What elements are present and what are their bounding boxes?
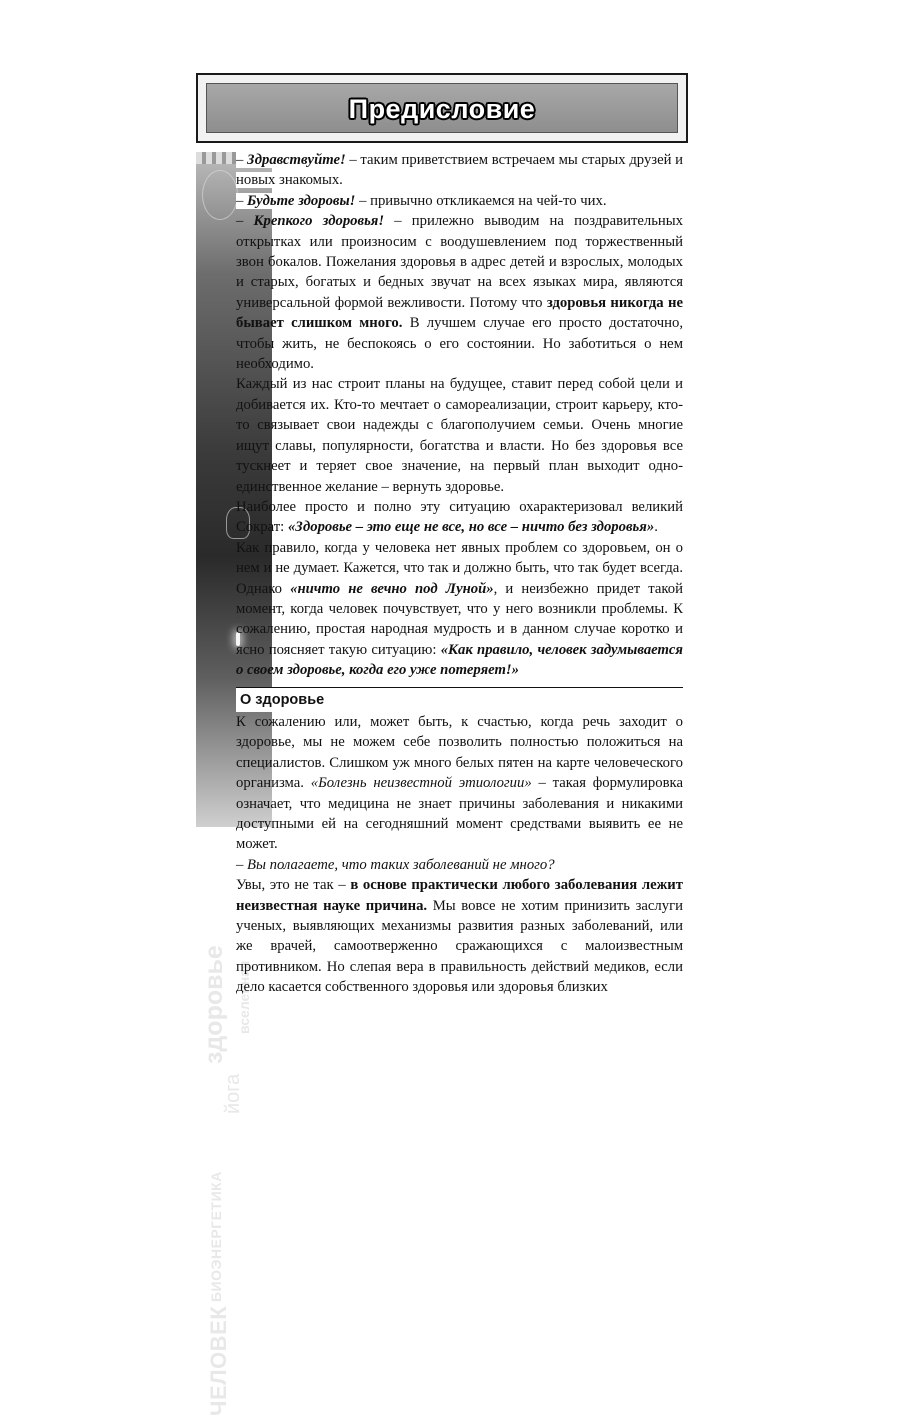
paragraph-question: – Вы полагаете, что таких заболеваний не много? (236, 856, 555, 873)
sidebar-word-yoga: йога (222, 1073, 244, 1114)
moon-quote: «ничто не вечно под Луной» (290, 580, 494, 597)
sidebar-word-universe: вселенная (236, 960, 252, 1034)
paragraph-wishes: – Крепкого здоровья! – прилежно выводим на поздравительных открытках или произносим с воодушевлением под торжественный звон бокалов. Пожелания здоровья в адрес детей и взрослых, молодых и старых, богатых и бедных звучат на всех языках мира, являются универсальной формой вежливости. Потому что здоровья никогда не бывает слишком много. В лучшем случае его просто достаточно, чтобы жить, не беспокоясь о его состоянии. Но заботиться о нем необходимо. (236, 213, 683, 373)
folk-quote: «Как правило, человек задумывается о своем здоровье, когда его уже потеряет!» (236, 641, 683, 679)
emphasis-cause: в основе практически любого заболевания лежит неизвестная науке причина. (236, 877, 683, 914)
socrates-quote: «Здоровье – это еще не все, но все – ничто без здоровья» (287, 519, 655, 536)
sidebar-word-human: ЧЕЛОВЕК (206, 1305, 231, 1416)
sidebar-word-health: здоровье (200, 945, 228, 1064)
header-banner (206, 83, 678, 133)
paragraph-specialists: К сожалению или, может быть, к счастью, когда речь заходит о здоровье, мы не можем себе позволить полностью положиться на специалистов. Слишком уж много белых пятен на карте человеческого организма. «Болезнь неизвестной этиологии» – такая формулировка означает, что медицина не знает причины заболевания и никакими доступными ей на сегодняшний момент средствами выявить ее не может. (236, 713, 683, 853)
paragraph-socrates: Наиболее просто и полно эту ситуацию охарактеризовал великий Сократ: «Здоровье – это еще не все, но все – ничто без здоровья». (236, 498, 683, 536)
etiology-quote: «Болезнь неизвестной этиологии» (310, 775, 532, 792)
page-title: Предисловие (348, 94, 536, 124)
question-phrase: Вы полагаете, что таких заболеваний не много? (247, 856, 555, 873)
section-heading: О здоровье (236, 687, 683, 712)
paragraph-cause: Увы, это не так – в основе практически любого заболевания лежит неизвестная науке причина. Мы вовсе не хотим принизить заслуги ученых, выявляющих механизмы развития разных заболеваний, или же врачей, самоотверженно сражающихся с малоизвестным противником. Но слепая вера в правильность действий медиков, если дело касается собственного здоровья или здоровья близких (236, 877, 683, 996)
paragraph-plans: Каждый из нас строит планы на будущее, ставит перед собой цели и добивается их. Кто-то мечтает о самореализации, строит карьеру, кто-то связывает свои надежды с благополучием семьи. Очень многие ищут славы, популярности, богатства и власти. Но без здоровья все тускнеет и теряет свое значение, на первый план выходит одно-единственное желание – вернуть здоровье. (236, 376, 683, 495)
paragraph-awareness: Как правило, когда у человека нет явных проблем со здоровьем, он о нем и не думает. Кажется, что так и должно быть, что так будет всегда. Однако «ничто не вечно под Луной», и неизбежно придет такой момент, когда человек почувствует, что у него возникли проблемы. К сожалению, простая народная мудрость и в данном случае коротко и ясно поясняет такую ситуацию: «Как правило, человек задумывается о своем здоровье, когда его уже потеряет!» (236, 539, 683, 679)
sidebar-stripe (196, 152, 236, 164)
sidebar-word-bioenergy: БИОЭНЕРГЕТИКА (208, 1171, 224, 1302)
paragraph-bless: – Будьте здоровы! – привычно откликаемся на чей-то чих. (236, 192, 607, 209)
vitruvian-figure-icon (202, 170, 238, 220)
emphasis-health: здоровья никогда не бывает слишком много. (236, 294, 683, 332)
wish-phrase: Крепкого здоровья! (253, 213, 385, 230)
greeting-phrase: Здравствуйте! (247, 152, 346, 168)
header-frame (196, 73, 688, 143)
body-text (236, 150, 683, 998)
paragraph-greeting: – Здравствуйте! – таким приветствием встречаем мы старых друзей и новых знакомых. (236, 152, 684, 189)
bless-phrase: Будьте здоровы! (247, 192, 356, 209)
